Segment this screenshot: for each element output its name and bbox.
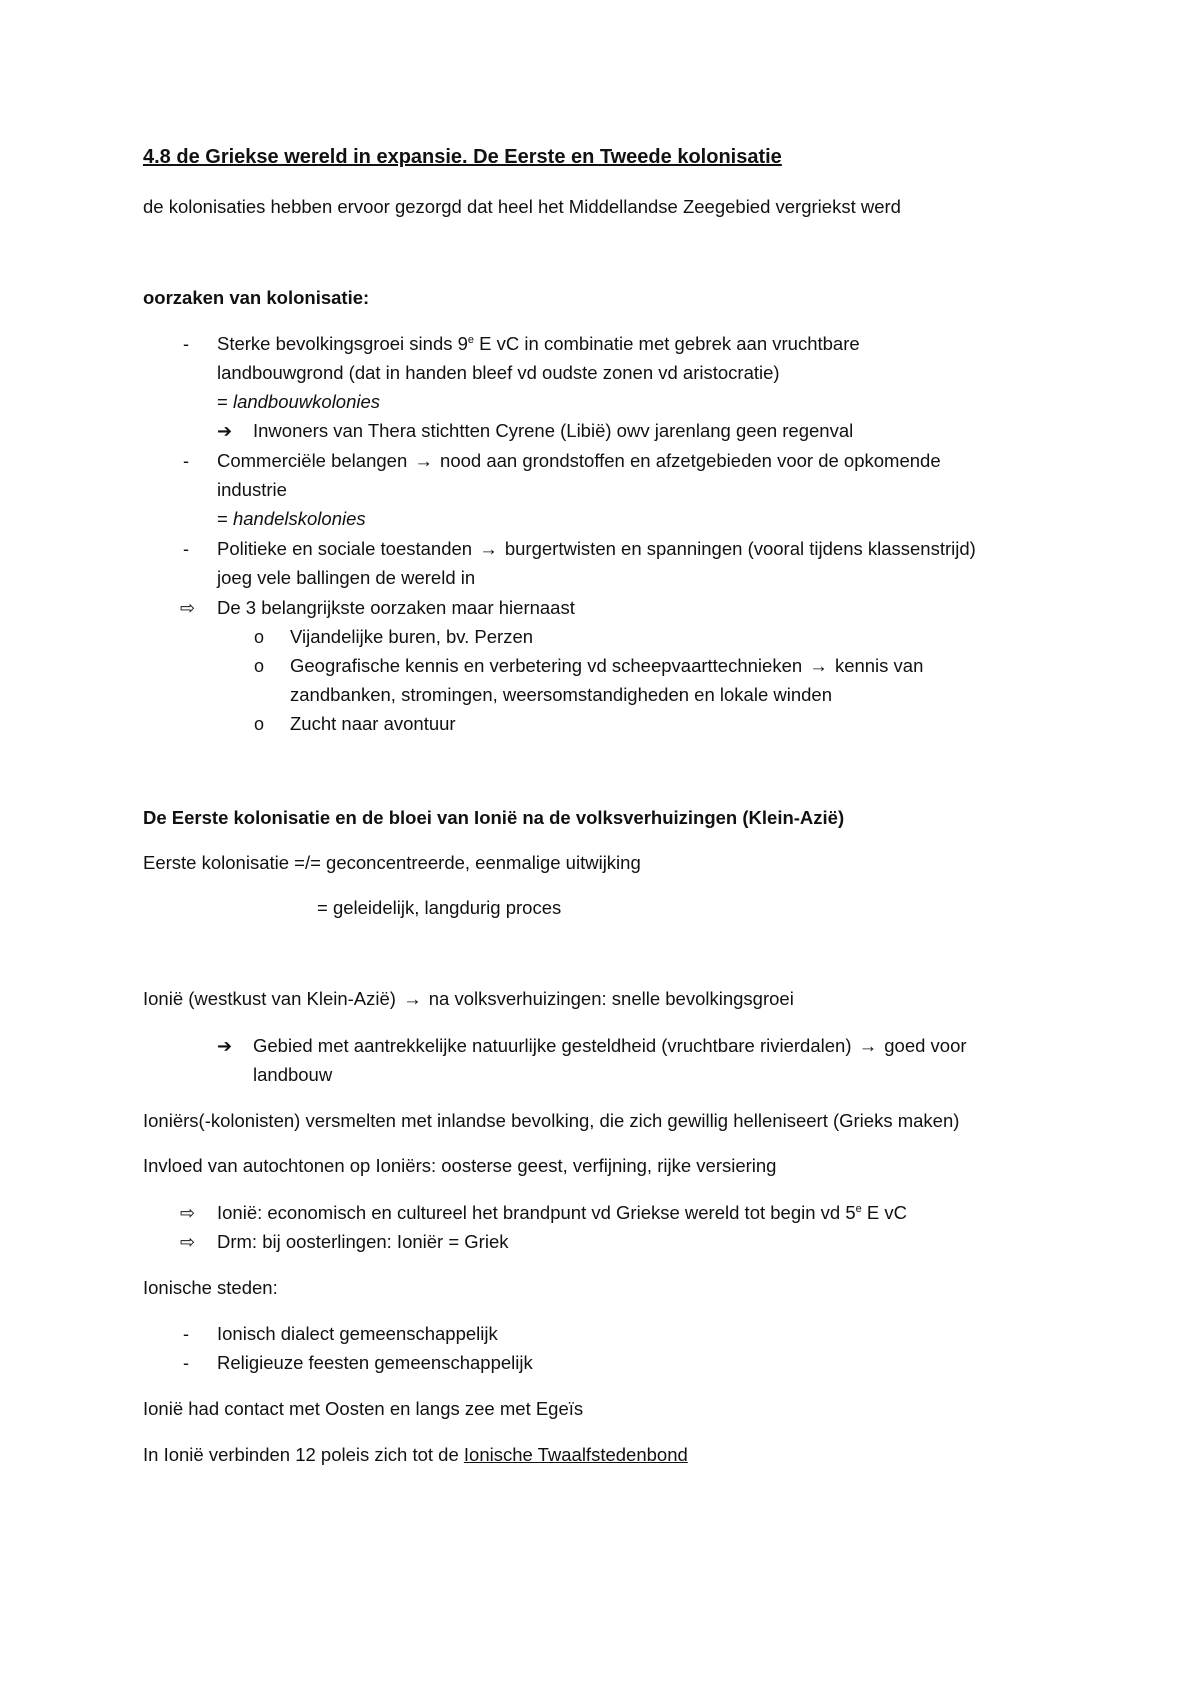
causes-heading: oorzaken van kolonisatie: — [143, 287, 370, 308]
dash-bullet: - — [183, 539, 189, 559]
city-item-2: Religieuze feesten gemeenschappelijk — [217, 1352, 533, 1373]
drm-text: Drm: bij oosterlingen: Ioniër = Griek — [217, 1231, 509, 1252]
cause-1-equals: = landbouwkolonies — [217, 391, 381, 412]
cause-1-arrow-text: Inwoners van Thera stichtten Cyrene (Libië) owv jarenlang geen regenval — [253, 420, 854, 441]
region-line-1: Gebied met aantrekkelijke natuurlijke gesteldheid (vruchtbare rivierdalen) → goed voor — [253, 1035, 967, 1056]
dash-bullet: - — [183, 1324, 189, 1344]
hollow-arrow-icon: ⇨ — [180, 598, 196, 618]
circle-bullet: o — [254, 714, 265, 734]
ionia-line: Ionië (westkust van Klein-Azië) → na volksverhuizingen: snelle bevolkingsgroei — [143, 988, 794, 1009]
cause-3-line-2: joeg vele ballingen de wereld in — [217, 567, 476, 588]
sub-cause-2-line-1: Geografische kennis en verbetering vd scheepvaarttechnieken → kennis van — [290, 655, 924, 676]
sub-cause-3: Zucht naar avontuur — [290, 713, 456, 734]
cause-2-line-2: industrie — [217, 479, 287, 500]
thin-arrow-icon: → — [858, 1035, 878, 1056]
thin-arrow-icon: → — [809, 655, 828, 676]
hollow-arrow-icon: ⇨ — [180, 1232, 196, 1252]
first-colonisation-def-1: Eerste kolonisatie =/= geconcentreerde, eenmalige uitwijking — [143, 852, 641, 873]
first-colonisation-heading: De Eerste kolonisatie en de bloei van Ionië na de volksverhuizingen (Klein-Azië) — [143, 807, 845, 828]
cause-2-line-1: Commerciële belangen → nood aan grondstoffen en afzetgebieden voor de opkomende — [217, 450, 941, 471]
thin-arrow-icon: → — [403, 988, 422, 1009]
main-causes-note: De 3 belangrijkste oorzaken maar hiernaast — [217, 597, 575, 618]
cause-1-line-1: Sterke bevolkingsgroei sinds 9e E vC in combinatie met gebrek aan vruchtbare — [217, 333, 860, 354]
league-name: Ionische Twaalfstedenbond — [463, 1444, 688, 1465]
hollow-arrow-icon: ⇨ — [180, 1203, 196, 1223]
cause-2-equals: = handelskolonies — [217, 508, 366, 529]
cities-heading: Ionische steden: — [143, 1277, 278, 1298]
first-colonisation-def-2: = geleidelijk, langdurig proces — [317, 897, 562, 918]
ionia-center-text: Ionië: economisch en cultureel het brandpunt vd Griekse wereld tot begin vd 5e E vC — [217, 1202, 907, 1223]
dash-bullet: - — [183, 334, 189, 354]
sub-cause-1: Vijandelijke buren, bv. Perzen — [290, 626, 534, 647]
intro-text: de kolonisaties hebben ervoor gezorgd dat heel het Middellandse Zeegebied vergriekst werd — [143, 196, 901, 217]
influence-text: Invloed van autochtonen op Ioniërs: oosterse geest, verfijning, rijke versiering — [143, 1155, 777, 1176]
kolonie-type: landbouwkolonies — [232, 391, 381, 412]
contact-text: Ionië had contact met Oosten en langs zee met Egeïs — [143, 1398, 584, 1419]
thin-arrow-icon: → — [479, 538, 498, 559]
dash-bullet: - — [183, 451, 189, 471]
city-item-1: Ionisch dialect gemeenschappelijk — [217, 1323, 498, 1344]
dash-bullet: - — [183, 1353, 189, 1373]
thick-arrow-icon: ➔ — [217, 421, 233, 441]
circle-bullet: o — [254, 627, 265, 647]
ioniers-text: Ioniërs(-kolonisten) versmelten met inlandse bevolking, die zich gewillig helleniseert (Grieks maken) — [143, 1110, 960, 1131]
league-text: In Ionië verbinden 12 poleis zich tot de Ionische Twaalfstedenbond — [143, 1444, 688, 1465]
cause-1-line-2: landbouwgrond (dat in handen bleef vd oudste zonen vd aristocratie) — [217, 362, 780, 383]
sub-cause-2-line-2: zandbanken, stromingen, weersomstandigheden en lokale winden — [290, 684, 832, 705]
kolonie-type: handelskolonies — [232, 508, 366, 529]
region-line-2: landbouw — [253, 1064, 333, 1085]
circle-bullet: o — [254, 656, 265, 676]
document-title: 4.8 de Griekse wereld in expansie. De Eerste en Tweede kolonisatie — [143, 146, 782, 168]
cause-3-line-1: Politieke en sociale toestanden → burgertwisten en spanningen (vooral tijdens klassenstrijd) — [217, 538, 976, 559]
thin-arrow-icon: → — [414, 450, 433, 471]
thick-arrow-icon: ➔ — [217, 1036, 233, 1056]
